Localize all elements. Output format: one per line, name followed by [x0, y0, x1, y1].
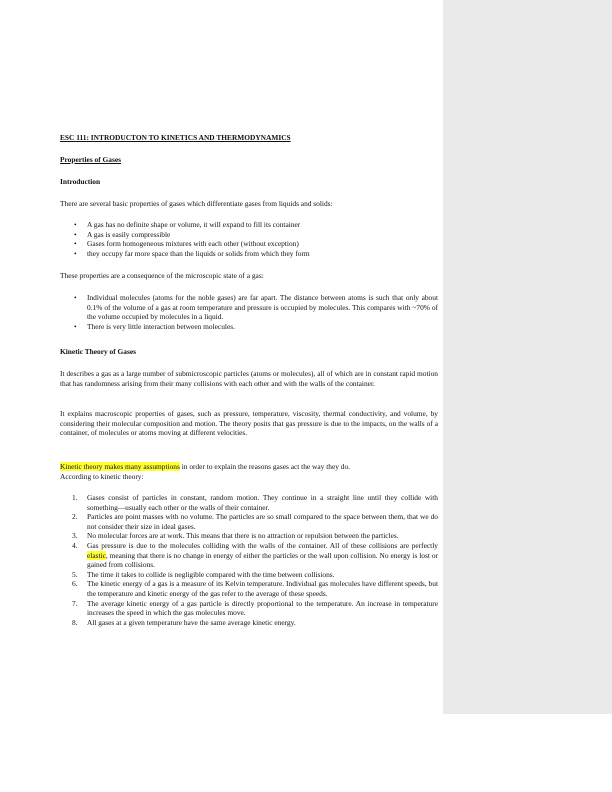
- microscopic-points-list: [60, 293, 438, 331]
- list-item: 5. The time it takes to collide is negligible compared with the time between collisions.: [72, 569, 335, 579]
- bullet-icon: •: [74, 293, 77, 302]
- list-item: 1. Gases consist of particles in constant, random motion. They continue in a straight line until they collide with something—usually each other or the walls of their container.: [72, 493, 438, 512]
- list-item: 7. The average kinetic energy of a gas particle is directly proportional to the temperature. An increase in temperature increases the speed in which the gas molecules move.: [72, 598, 438, 618]
- list-item: • they occupy far more space than the liquids or solids from which they form: [74, 248, 310, 258]
- assumptions-intro: Kinetic theory makes many assumptions in order to explain the reasons gases act the way they do.: [60, 462, 351, 471]
- bullet-icon: •: [74, 220, 77, 229]
- list-item: 3. No molecular forces are at work. This means that there is no attraction or repulsion between the particles.: [72, 531, 399, 541]
- list-item: • A gas is easily compressible: [74, 229, 171, 239]
- basic-properties-list: [60, 220, 438, 258]
- assumptions-list: [60, 493, 438, 627]
- list-item: • Gases form homogeneous mixtures with each other (without exception): [74, 239, 299, 249]
- list-item: 4. Gas pressure is due to the molecules colliding with the walls of the container. All of these collisions are perfectly elastic, meaning that there is no change in energy of either the particles or the wall upon collision. No energy is lost or gained from collisions.: [72, 540, 438, 570]
- bullet-icon: •: [74, 239, 77, 249]
- bullet-icon: •: [74, 321, 77, 331]
- bullet-icon: •: [74, 229, 77, 239]
- section-title: Properties of Gases: [60, 155, 122, 164]
- kinetic-paragraph-2: It explains macroscopic properties of gases, such as pressure, temperature, viscosity, thermal conductivity, and volume, by considering their molecular composition and motion. The theory posits that gas pressure is due to the impacts, on the walls of a container, of molecules or atoms moving at different velocities.: [60, 409, 438, 438]
- kinetic-paragraph-1: It describes a gas as a large number of submicroscopic particles (atoms or molecules), all of which are in constant rapid motion that has randomness arising from their many collisions with each other and with the walls of the container.: [60, 369, 438, 388]
- highlighted-text: Kinetic theory makes many assumptions: [60, 462, 180, 471]
- list-item: 2. Particles are point masses with no volume. The particles are so small compared to the space between them, that we do not consider their size in ideal gases.: [72, 512, 438, 531]
- kinetic-heading: Kinetic Theory of Gases: [60, 347, 137, 356]
- intro-text: There are several basic properties of gases which differentiate gases from liquids and solids:: [60, 199, 333, 208]
- according-text: According to kinetic theory:: [60, 472, 144, 481]
- comment-pane: [443, 0, 612, 714]
- list-item: 6. The kinetic energy of a gas is a measure of its Kelvin temperature. Individual gas molecules have different speeds, but the temperature and kinetic energy of the gas refer to the average of these speeds.: [72, 579, 438, 598]
- list-item: • There is very little interaction between molecules.: [74, 321, 235, 331]
- document-title: ESC 111: INTRODUCTON TO KINETICS AND THERMODYNAMICS: [60, 133, 291, 142]
- list-item: 8. All gases at a given temperature have the same average kinetic energy.: [72, 617, 296, 627]
- bullet-icon: •: [74, 248, 77, 258]
- intro-heading: Introduction: [60, 177, 101, 186]
- highlighted-text: elastic: [87, 550, 106, 560]
- list-item: • A gas has no definite shape or volume, it will expand to fill its container: [74, 220, 301, 229]
- list-item: • Individual molecules (atoms for the noble gases) are far apart. The distance between atoms is such that only about 0.1% of the volume of a gas at room temperature and pressure is occupied by molecules. This compares with ~70% of the volume occupied by molecules in a liquid.: [74, 293, 438, 322]
- consequence-text: These properties are a consequence of the microscopic state of a gas:: [60, 271, 264, 280]
